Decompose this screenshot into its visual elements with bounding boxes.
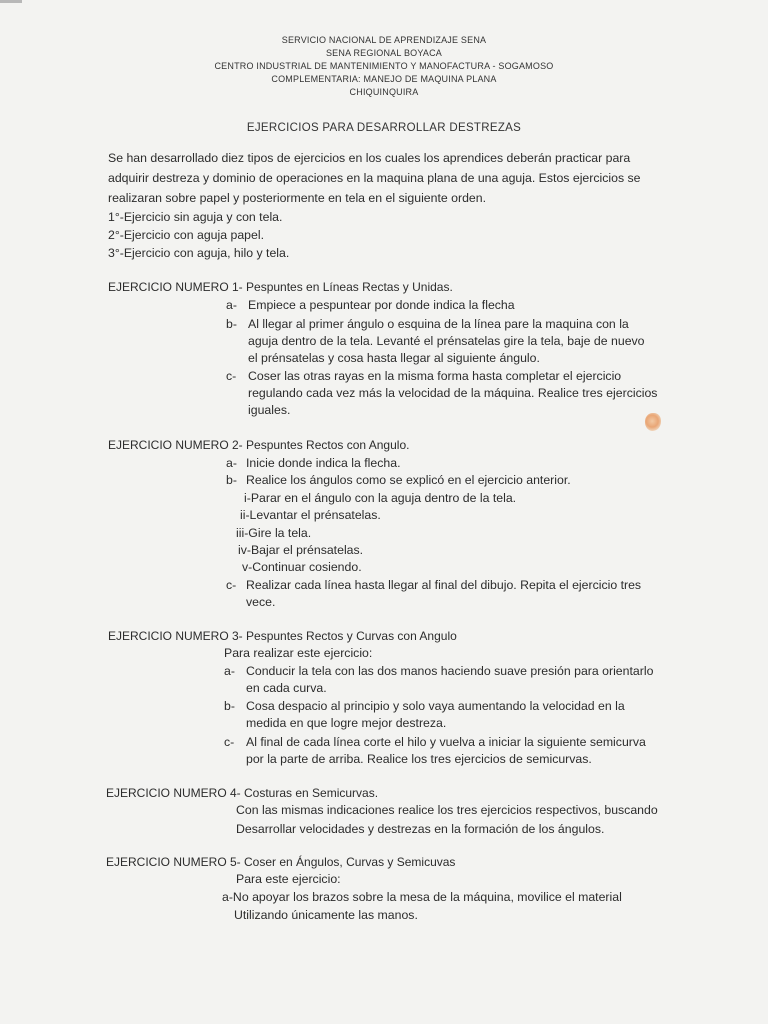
exercise-3-marker-c: c- — [224, 735, 235, 749]
exercise-2-step-a: Inicie donde indica la flecha. — [246, 456, 401, 470]
intro-item-1: 1°-Ejercicio sin aguja y con tela. — [108, 210, 283, 224]
scan-mark — [0, 0, 22, 3]
header-line-1: SERVICIO NACIONAL DE APRENDIZAJE SENA — [281, 35, 487, 45]
exercise-2-substep-3: iii-Gire la tela. — [236, 526, 312, 540]
exercise-3-step-c-1: Al final de cada línea corte el hilo y vuelva a iniciar la siguiente semicurva — [246, 735, 646, 749]
intro-line-3: realizaran sobre papel y posteriormente en tela en el siguiente orden. — [108, 191, 487, 205]
exercise-3-marker-a: a- — [224, 664, 235, 678]
intro-item-2: 2°-Ejercicio con aguja papel. — [108, 228, 264, 242]
exercise-5-step-a-1: a-No apoyar los brazos sobre la mesa de la máquina, movilice el material — [222, 890, 622, 904]
exercise-3-marker-b: b- — [224, 699, 235, 713]
intro-line-2: adquirir destreza y dominio de operaciones en la maquina plana de una aguja. Estos ejercicios se — [108, 171, 641, 185]
exercise-2-substep-1: i-Parar en el ángulo con la aguja dentro de la tela. — [244, 491, 517, 505]
exercise-5-heading: EJERCICIO NUMERO 5- Coser en Ángulos, Curvas y Semicuvas — [106, 855, 456, 869]
exercise-3-step-c-2: por la parte de arriba. Realice los tres ejercicios de semicurvas. — [246, 752, 592, 766]
exercise-2-substep-5: v-Continuar cosiendo. — [242, 560, 362, 574]
exercise-2-marker-a: a- — [226, 456, 237, 470]
exercise-1-marker-b: b- — [226, 317, 237, 331]
exercise-2-marker-b: b- — [226, 473, 237, 487]
exercise-2-step-c-1: Realizar cada línea hasta llegar al final del dibujo. Repita el ejercicio tres — [246, 578, 642, 592]
exercise-3-intro: Para realizar este ejercicio: — [224, 646, 373, 660]
intro-line-1: Se han desarrollado diez tipos de ejercicios en los cuales los aprendices deberán practicar para — [108, 151, 631, 165]
header-line-3: CENTRO INDUSTRIAL DE MANTENIMIENTO Y MANOFACTURA - SOGAMOSO — [214, 61, 554, 71]
exercise-2-substep-4: iv-Bajar el prénsatelas. — [238, 543, 364, 557]
exercise-2-step-c-2: vece. — [246, 595, 276, 609]
exercise-4-text-1: Con las mismas indicaciones realice los tres ejercicios respectivos, buscando — [236, 803, 658, 817]
exercise-2-step-b: Realice los ángulos como se explicó en el ejercicio anterior. — [246, 473, 571, 487]
exercise-1-step-c-2: regulando cada vez más la velocidad de la máquina. Realice tres ejercicios — [248, 386, 658, 400]
exercise-1-marker-c: c- — [226, 369, 237, 383]
header-line-4: COMPLEMENTARIA: MANEJO DE MAQUINA PLANA — [271, 74, 497, 84]
exercise-1-step-c-3: iguales. — [248, 403, 291, 417]
exercise-1-heading: EJERCICIO NUMERO 1- Pespuntes en Líneas Rectas y Unidas. — [108, 280, 453, 294]
header-line-5: CHIQUINQUIRA — [349, 87, 419, 97]
exercise-3-step-b-1: Cosa despacio al principio y solo vaya aumentando la velocidad en la — [246, 699, 625, 713]
exercise-1-step-b-3: el prénsatelas y cosa hasta llegar al siguiente ángulo. — [248, 351, 540, 365]
exercise-2-substep-2: ii-Levantar el prénsatelas. — [240, 508, 381, 522]
exercise-3-heading: EJERCICIO NUMERO 3- Pespuntes Rectos y Curvas con Angulo — [108, 629, 457, 643]
exercise-3-step-b-2: medida en que logre mejor destreza. — [246, 716, 447, 730]
exercise-2-marker-c: c- — [226, 578, 237, 592]
exercise-1-step-c-1: Coser las otras rayas en la misma forma hasta completar el ejercicio — [248, 369, 622, 383]
ink-stain — [645, 413, 661, 431]
exercise-4-text-2: Desarrollar velocidades y destrezas en la formación de los ángulos. — [236, 822, 605, 836]
exercise-1-marker-a: a- — [226, 298, 237, 312]
exercise-1-step-a: Empiece a pespuntear por donde indica la flecha — [248, 298, 515, 312]
header-line-2: SENA REGIONAL BOYACA — [325, 48, 443, 58]
document-header — [0, 34, 768, 99]
exercise-3-step-a-2: en cada curva. — [246, 681, 327, 695]
exercise-4-heading: EJERCICIO NUMERO 4- Costuras en Semicurvas. — [106, 786, 379, 800]
exercise-5-step-a-2: Utilizando únicamente las manos. — [234, 908, 418, 922]
intro-item-3: 3°-Ejercicio con aguja, hilo y tela. — [108, 246, 290, 260]
exercise-5-intro: Para este ejercicio: — [236, 872, 341, 886]
exercise-1-step-b-1: Al llegar al primer ángulo o esquina de la línea pare la maquina con la — [248, 317, 629, 331]
exercise-3-step-a-1: Conducir la tela con las dos manos haciendo suave presión para orientarlo — [246, 664, 654, 678]
exercise-2-heading: EJERCICIO NUMERO 2- Pespuntes Rectos con Angulo. — [108, 438, 410, 452]
document-title: EJERCICIOS PARA DESARROLLAR DESTREZAS — [246, 122, 522, 134]
exercise-1-step-b-2: aguja dentro de la tela. Levanté el prénsatelas gire la tela, baje de nuevo — [248, 334, 645, 348]
